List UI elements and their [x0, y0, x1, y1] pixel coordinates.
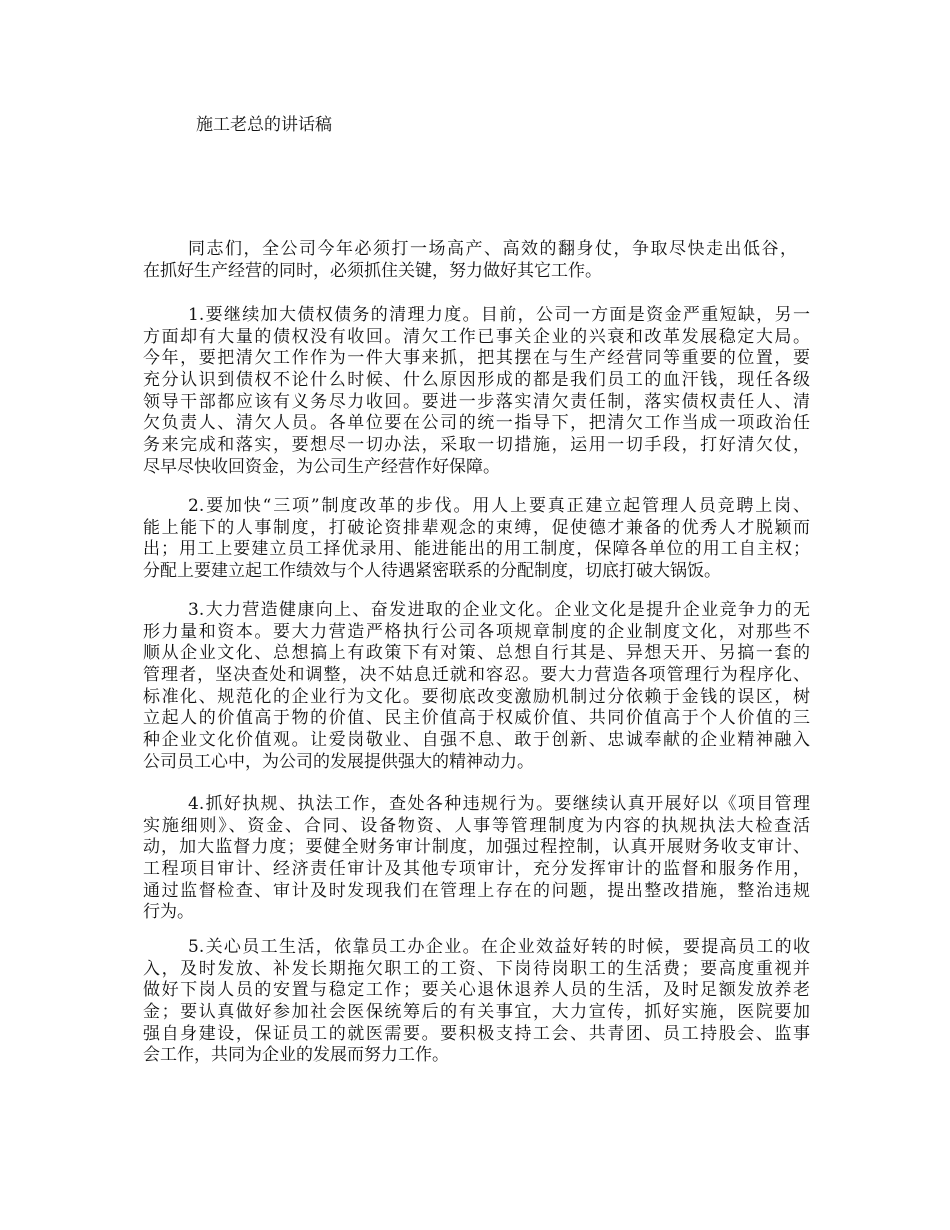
document-title: 施工老总的讲话稿 — [196, 115, 332, 135]
paragraph-line: 入，及时发放、补发长期拖欠职工的工资、下岗待岗职工的生活费；要高度重视并 — [143, 958, 810, 979]
paragraph-line: 种企业文化价值观。让爱岗敬业、自强不息、敢于创新、忠诚奉献的企业精神融入 — [143, 730, 810, 751]
paragraph-line: 今年，要把清欠工作作为一件大事来抓，把其摆在与生产经营同等重要的位置，要 — [143, 348, 810, 369]
paragraph-line: 在抓好生产经营的同时，必须抓住关键，努力做好其它工作。 — [143, 260, 602, 281]
paragraph-line: 管理者，坚决查处和调整，决不姑息迁就和容忍。要大力营造各项管理行为程序化、 — [143, 665, 810, 686]
paragraph-debt-clearing — [143, 305, 810, 479]
paragraph-compliance-audit — [143, 794, 810, 924]
paragraph-line: 实施细则》、资金、合同、设备物资、人事等管理制度为内容的执规执法大检查活 — [143, 815, 810, 836]
paragraph-line: 4.抓好执规、执法工作，查处各种违规行为。要继续认真开展好以《项目管理 — [188, 794, 810, 814]
paragraph-system-reform — [143, 496, 810, 583]
paragraph-line: 做好下岗人员的安置与稳定工作；要关心退休退养人员的生活，及时足额发放养老 — [143, 980, 810, 1001]
paragraph-line: 1.要继续加大债权债务的清理力度。目前，公司一方面是资金严重短缺，另一 — [188, 305, 810, 325]
paragraph-line: 3.大力营造健康向上、奋发进取的企业文化。企业文化是提升企业竞争力的无 — [188, 600, 810, 620]
paragraph-line: 充分认识到债权不论什么时候、什么原因形成的都是我们员工的血汗钱，现任各级 — [143, 370, 810, 391]
paragraph-line: 形力量和资本。要大力营造严格执行公司各项规章制度的企业制度文化，对那些不 — [143, 621, 810, 642]
paragraph-line: 立起人的价值高于物的价值、民主价值高于权威价值、共同价值高于个人价值的三 — [143, 708, 810, 729]
paragraph-line: 通过监督检查、审计及时发现我们在管理上存在的问题，提出整改措施，整治违规 — [143, 880, 810, 901]
paragraph-line: 2.要加快“三项”制度改革的步伐。用人上要真正建立起管理人员竞聘上岗、 — [188, 496, 810, 516]
paragraph-line: 工程项目审计、经济责任审计及其他专项审计，充分发挥审计的监督和服务作用， — [143, 859, 810, 880]
paragraph-line: 顺从企业文化、总想搞上有政策下有对策、总想自行其是、异想天开、另搞一套的 — [143, 643, 810, 664]
paragraph-line: 金；要认真做好参加社会医保统筹后的有关事宜，大力宣传，抓好实施，医院要加 — [143, 1002, 810, 1023]
paragraph-line: 标准化、规范化的企业行为文化。要彻底改变激励机制过分依赖于金钱的误区，树 — [143, 686, 810, 707]
paragraph-line: 领导干部都应该有义务尽力收回。要进一步落实清欠责任制，落实债权责任人、清 — [143, 391, 810, 412]
paragraph-line: 公司员工心中，为公司的发展提供强大的精神动力。 — [143, 751, 534, 772]
intro-paragraph — [143, 239, 797, 282]
paragraph-line: 会工作，共同为企业的发展而努力工作。 — [143, 1045, 449, 1066]
paragraph-line: 5.关心员工生活，依靠员工办企业。在企业效益好转的时候，要提高员工的收 — [188, 937, 810, 957]
paragraph-line: 出；用工上要建立员工择优录用、能进能出的用工制度，保障各单位的用工自主权； — [143, 539, 810, 560]
paragraph-line: 尽早尽快收回资金，为公司生产经营作好保障。 — [143, 456, 500, 477]
paragraph-line: 能上能下的人事制度，打破论资排辈观念的束缚，促使德才兼备的优秀人才脱颖而 — [143, 517, 810, 538]
paragraph-employee-welfare — [143, 937, 810, 1067]
paragraph-line: 方面却有大量的债权没有收回。清欠工作已事关企业的兴衰和改革发展稳定大局。 — [143, 326, 810, 347]
paragraph-line: 分配上要建立起工作绩效与个人待遇紧密联系的分配制度，切底打破大锅饭。 — [143, 561, 721, 582]
paragraph-line: 行为。 — [143, 902, 194, 923]
paragraph-line: 动，加大监督力度；要健全财务审计制度，加强过程控制，认真开展财务收支审计、 — [143, 837, 810, 858]
paragraph-line: 欠负责人、清欠人员。各单位要在公司的统一指导下，把清欠工作当成一项政治任 — [143, 413, 810, 434]
paragraph-line: 强自身建设，保证员工的就医需要。要积极支持工会、共青团、员工持股会、监事 — [143, 1023, 810, 1044]
paragraph-line: 同志们，全公司今年必须打一场高产、高效的翻身仗，争取尽快走出低谷， — [188, 239, 797, 259]
paragraph-line: 务来完成和落实，要想尽一切办法，采取一切措施，运用一切手段，打好清欠仗， — [143, 435, 810, 456]
paragraph-corporate-culture — [143, 600, 810, 774]
